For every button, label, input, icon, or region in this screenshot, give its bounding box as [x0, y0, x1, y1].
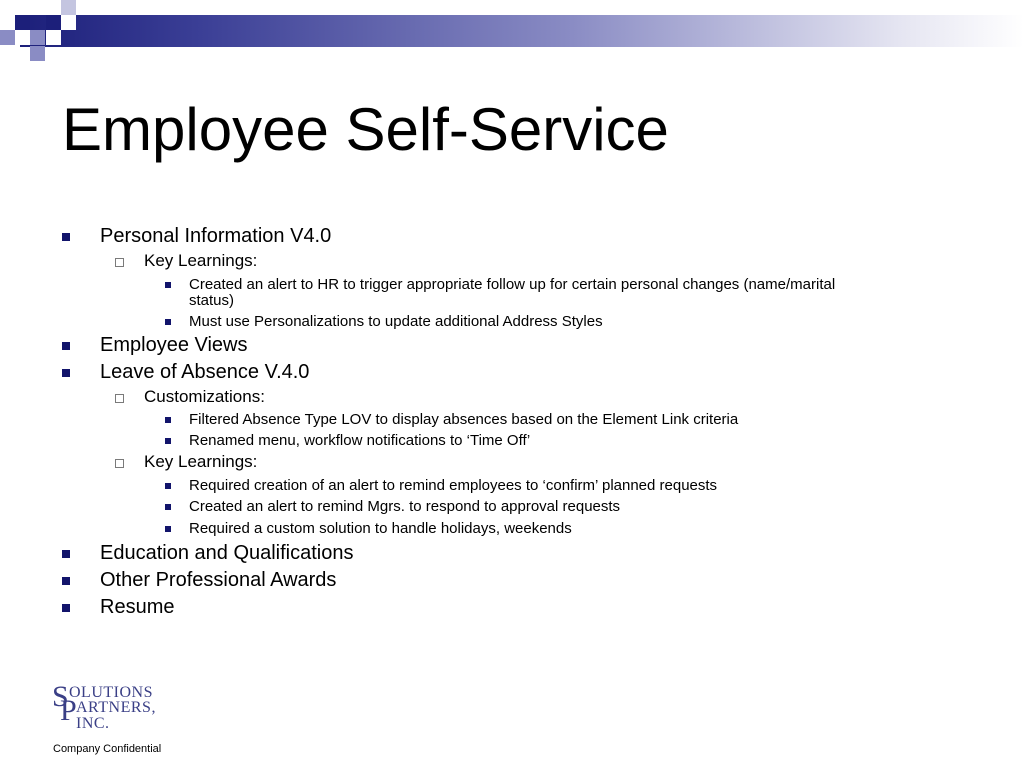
bullet-text: Resume [100, 596, 175, 618]
sub-sub-bullet-text: Renamed menu, workflow notifications to ‘Time Off’ [189, 432, 531, 449]
square-bullet-icon [62, 233, 70, 241]
square-bullet-icon [165, 417, 171, 423]
square-bullet-icon [62, 604, 70, 612]
decorative-square [46, 15, 61, 30]
sub-sub-bullet-text: Created an alert to remind Mgrs. to respond to approval requests [189, 498, 621, 515]
bullet-text: Personal Information V4.0 [100, 225, 332, 247]
sub-sub-bullet-text: Filtered Absence Type LOV to display absences based on the Element Link criteria [189, 411, 739, 428]
bullet-text: Leave of Absence V.4.0 [100, 361, 310, 383]
logo-initial-s: S [52, 680, 69, 713]
square-bullet-icon [165, 483, 171, 489]
sub-bullet-text: Key Learnings: [144, 251, 258, 270]
decorative-square [61, 0, 76, 15]
decorative-square [0, 30, 15, 45]
square-bullet-icon [62, 342, 70, 350]
sub-bullet-text: Customizations: [144, 387, 265, 406]
bullet-text: Education and Qualifications [100, 542, 354, 564]
sub-sub-bullet-text: Must use Personalizations to update additional Address Styles [189, 313, 603, 330]
bullet-text: Employee Views [100, 334, 248, 356]
decorative-square [30, 46, 45, 61]
decorative-square [15, 15, 30, 30]
sub-sub-bullet-text: Required creation of an alert to remind employees to ‘confirm’ planned requests [189, 477, 718, 494]
hollow-square-bullet-icon [115, 459, 124, 468]
sub-bullet-text: Key Learnings: [144, 452, 258, 471]
square-bullet-icon [62, 369, 70, 377]
logo-initial-p: P [60, 694, 77, 727]
decorative-square [61, 15, 76, 30]
decorative-square [15, 30, 30, 45]
square-bullet-icon [165, 319, 171, 325]
logo-word-solutions: OLUTIONS [69, 684, 153, 701]
logo-word-partners: ARTNERS, INC. [76, 699, 156, 732]
bullet-text: Other Professional Awards [100, 569, 337, 591]
square-bullet-icon [165, 526, 171, 532]
header-gradient-bar [20, 15, 1024, 47]
square-bullet-icon [62, 577, 70, 585]
sub-sub-bullet-text: status) [189, 292, 235, 309]
square-bullet-icon [165, 504, 171, 510]
square-bullet-icon [165, 282, 171, 288]
sub-sub-bullet-text: Created an alert to HR to trigger appropriate follow up for certain personal changes (name/marital [189, 276, 836, 293]
sub-sub-bullet-text: Required a custom solution to handle holidays, weekends [189, 520, 572, 537]
hollow-square-bullet-icon [115, 258, 124, 267]
slide-title: Employee Self-Service [62, 96, 669, 163]
square-bullet-icon [62, 550, 70, 558]
square-bullet-icon [165, 438, 171, 444]
hollow-square-bullet-icon [115, 394, 124, 403]
decorative-square [46, 30, 61, 45]
decorative-square [30, 30, 45, 45]
footer-confidential: Company Confidential [53, 743, 162, 755]
